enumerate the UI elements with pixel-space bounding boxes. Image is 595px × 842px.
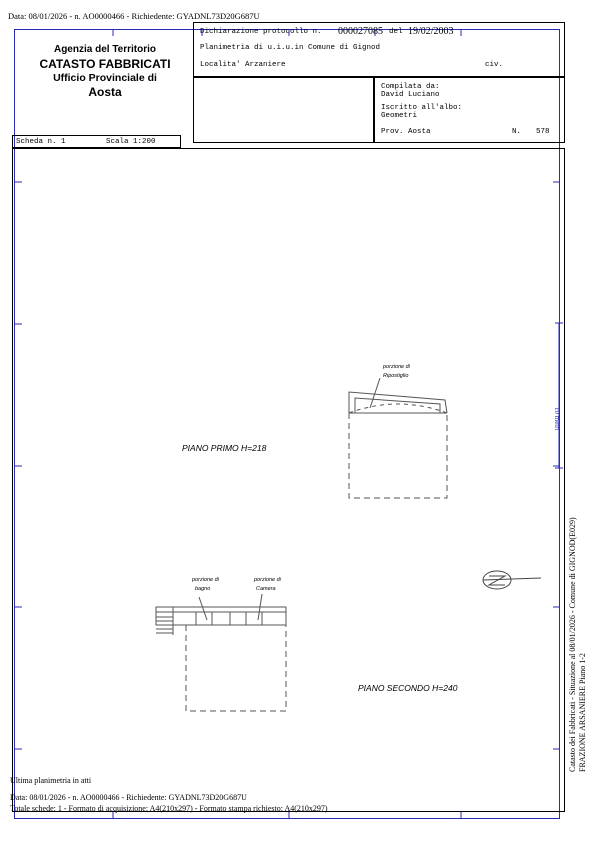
n-label: N. <box>512 128 522 136</box>
footer-line-1: Data: 08/01/2026 - n. AO0000466 - Richiedente: GYADNL73D20G687U <box>10 793 247 802</box>
bagno-label-1: porzione di <box>192 577 219 583</box>
ripostiglio-label-2: Ripostiglio <box>383 373 409 379</box>
camera-label-2: Camera <box>256 586 276 592</box>
localita-label: Localita' Arzaniere <box>200 61 286 69</box>
side-situation-text: Catasto dei Fabbricati - Situazione al 08/01/2026 - Comune di GIGNOD(E029) <box>568 517 577 772</box>
piano-secondo-label: PIANO SECONDO H=240 <box>358 683 458 693</box>
request-header: Data: 08/01/2026 - n. AO0000466 - Richiedente: GYADNL73D20G687U <box>8 11 260 21</box>
protocol-label: Dichiarazione protocollo n. <box>200 28 322 36</box>
protocol-number: 000027085 <box>338 26 383 37</box>
scale-bar-label: 10 metri <box>553 407 561 431</box>
prov-label: Prov. Aosta <box>381 128 431 136</box>
iscritto-label: Iscritto all'albo: <box>381 104 463 112</box>
scheda-label: Scheda n. 1 <box>16 138 66 146</box>
n-value: 578 <box>536 128 550 136</box>
protocol-del-label: del <box>389 28 403 36</box>
footer-line-2: Totale schede: 1 - Formato di acquisizione: A4(210x297) - Formato stampa richiesto: A4(210x297) <box>10 804 328 813</box>
civ-label: civ. <box>485 61 504 69</box>
compilata-value: David Luciano <box>381 91 440 99</box>
ultima-planimetria: Ultima planimetria in atti <box>10 776 92 785</box>
agency-name: Agenzia del Territorio <box>53 44 157 55</box>
agency-department: CATASTO FABBRICATI <box>39 56 171 71</box>
planimetria-label: Planimetria di u.i.u.in Comune di Gignod <box>200 44 381 52</box>
camera-label-1: porzione di <box>254 577 281 583</box>
iscritto-value: Geometri <box>381 112 418 120</box>
agency-office: Ufficio Provinciale di <box>53 71 157 84</box>
protocol-date: 19/02/2003 <box>408 26 454 37</box>
scala-label: Scala 1:200 <box>106 138 156 146</box>
compilata-label: Compilata da: <box>381 83 440 91</box>
ripostiglio-label-1: porzione di <box>383 364 410 370</box>
agency-city: Aosta <box>88 84 122 99</box>
side-frazione-text: FRAZIONE ARSANIERE Piano 1-2 <box>578 653 587 772</box>
bagno-label-2: bagno <box>195 586 211 592</box>
piano-primo-label: PIANO PRIMO H=218 <box>182 443 267 453</box>
